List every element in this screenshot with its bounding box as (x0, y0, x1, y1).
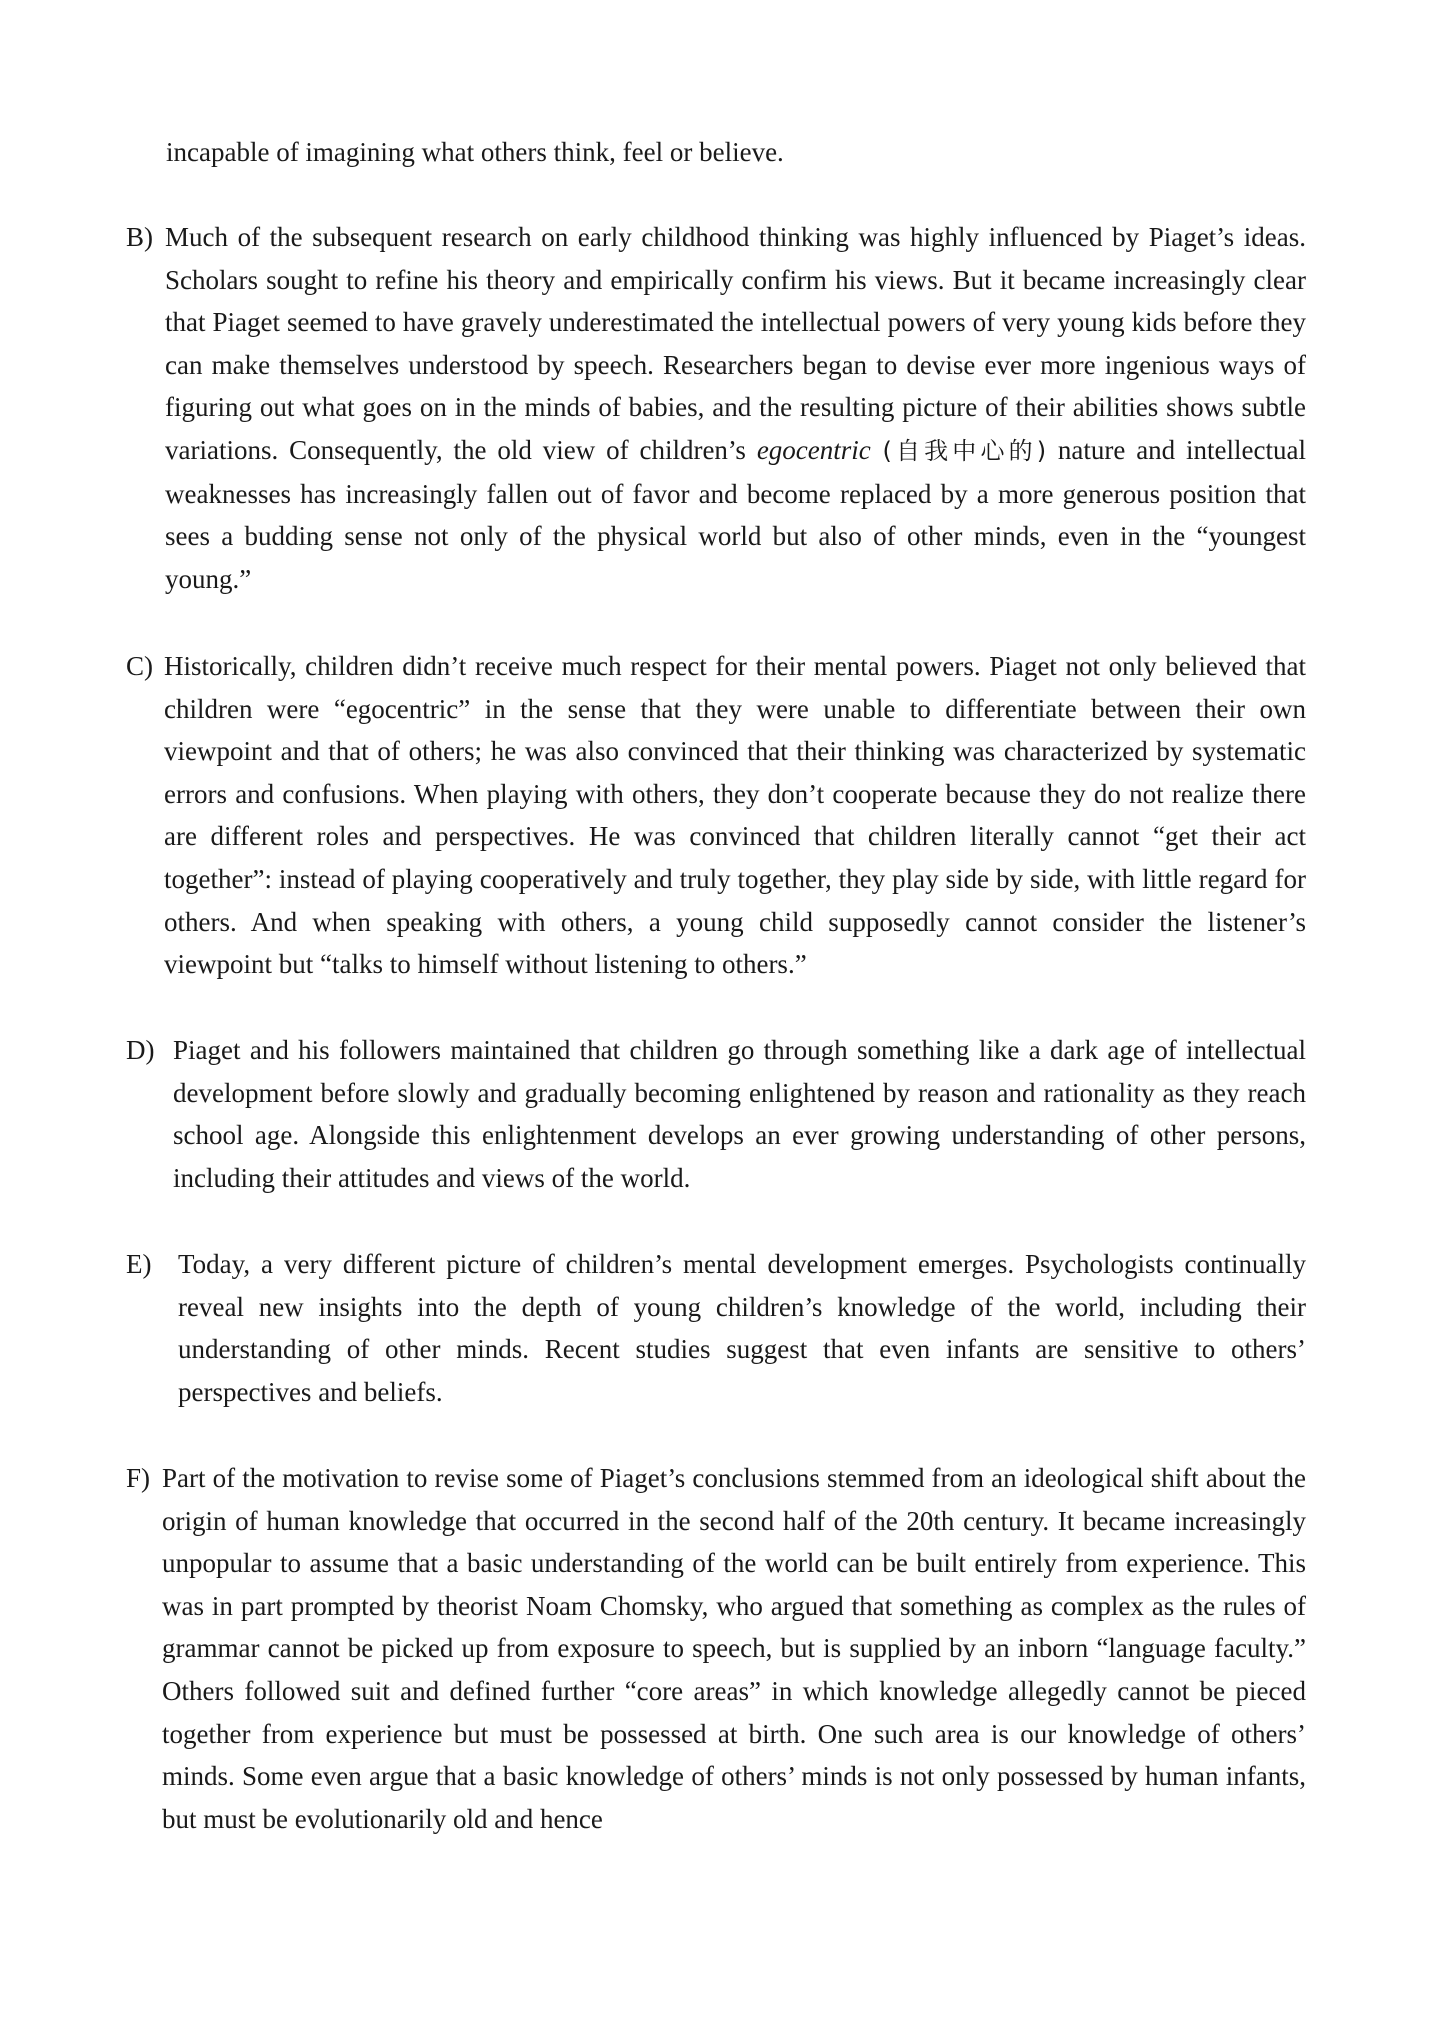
paragraph-marker-d: D) (126, 1035, 155, 1065)
paragraph-marker-c: C) (126, 651, 153, 681)
paragraph-marker-f: F) (126, 1463, 151, 1493)
paragraph-b (126, 216, 1306, 600)
paragraph-marker-e: E) (126, 1249, 152, 1279)
paragraph-d (126, 1029, 1306, 1199)
continued-text: incapable of imagining what others think, feel or believe. (166, 137, 784, 167)
paragraph-marker-b: B) (126, 222, 153, 252)
paragraph-body-f: Part of the motivation to revise some of Piaget’s conclusions stemmed from an ideological shift about the origin of human knowledge that occurred in the second half of the 20th century. It became increasingly unpopular to assume that a basic understanding of the world can be built entirely from experience. This was in part prompted by theorist Noam Chomsky, who argued that something as complex as the rules of grammar cannot be picked up from exposure to speech, but is supplied by an inborn “language faculty.” Others followed suit and defined further “core areas” in which knowledge allegedly cannot be pieced together from experience but must be possessed at birth. One such area is our knowledge of others’ minds. Some even argue that a basic knowledge of others’ minds is not only possessed by human infants, but must be evolutionarily old and hence (162, 1463, 1306, 1834)
paragraph-body-b (126, 216, 1306, 600)
chinese-gloss: (自我中心的) (870, 436, 1058, 465)
paragraph-c (126, 645, 1306, 986)
paragraph-b-text-part-1: Much of the subsequent research on early childhood thinking was highly influenced by Piaget’s ideas. Scholars sought to refine his theory and empirically confirm his views. But it became increasingly clear that Piaget seemed to have gravely underestimated the intellectual powers of very young kids before they can make themselves understood by speech. Researchers began to devise ever more ingenious ways of figuring out what goes on in the minds of babies, and the resulting picture of their abilities shows subtle variations. Consequently, the old view of children’s (165, 222, 1306, 465)
paragraph-e (126, 1243, 1306, 1413)
paragraph-b-text-part-2: nature and intellectual weaknesses has increasingly fallen out of favor and become replaced by a more generous position that sees a budding sense not only of the physical world but also of other minds, even in the “youngest young.” (165, 434, 1307, 594)
paragraph-f (126, 1457, 1306, 1840)
paragraph-body-d: Piaget and his followers maintained that children go through something like a dark age of intellectual development before slowly and gradually becoming enlightened by reason and rationality as they reach school age. Alongside this enlightenment develops an ever growing understanding of other persons, including their attitudes and views of the world. (173, 1035, 1306, 1193)
paragraph-body-e: Today, a very different picture of children’s mental development emerges. Psychologists continually reveal new insights into the depth of young children’s knowledge of the world, including their understanding of other minds. Recent studies suggest that even infants are sensitive to others’ perspectives and beliefs. (178, 1249, 1306, 1407)
term-egocentric: egocentric (756, 434, 871, 465)
paragraph-body-c: Historically, children didn’t receive much respect for their mental powers. Piaget not only believed that children were “egocentric” in the sense that they were unable to differentiate between their own viewpoint and that of others; he was also convinced that their thinking was characterized by systematic errors and confusions. When playing with others, they don’t cooperate because they do not realize there are different roles and perspectives. He was convinced that children literally cannot “get their act together”: instead of playing cooperatively and truly together, they play side by side, with little regard for others. And when speaking with others, a young child supposedly cannot consider the listener’s viewpoint but “talks to himself without listening to others.” (164, 651, 1306, 980)
